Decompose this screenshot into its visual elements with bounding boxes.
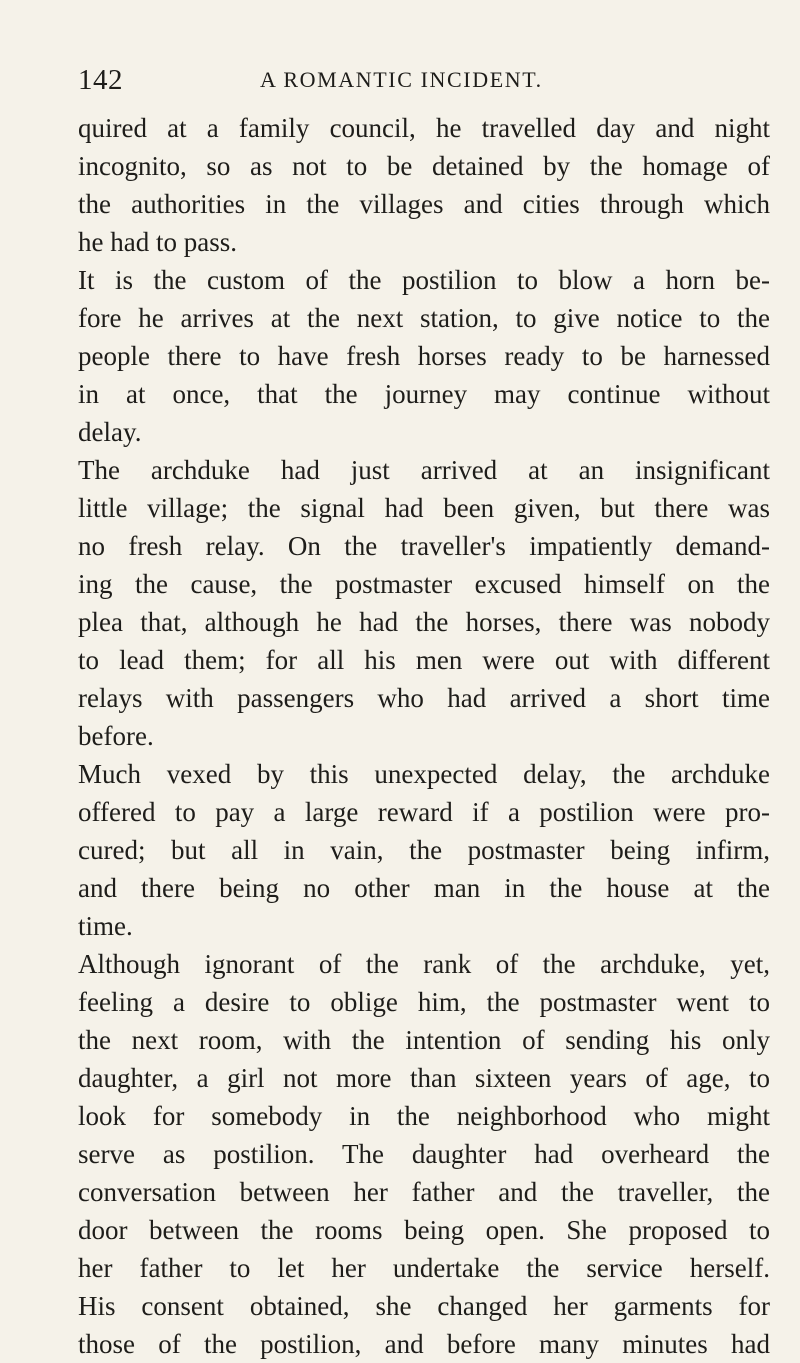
body-text	[78, 109, 770, 1363]
text-line: the authorities in the villages and cities through which	[78, 189, 770, 219]
text-line: door between the rooms being open. She proposed to	[78, 1215, 770, 1245]
text-line: those of the postilion, and before many minutes had	[78, 1329, 770, 1359]
text-line: little village; the signal had been given, but there was	[78, 493, 770, 523]
text-line: he had to pass.	[78, 227, 237, 257]
text-line: conversation between her father and the traveller, the	[78, 1177, 770, 1207]
text-line: her father to let her undertake the service herself.	[78, 1253, 770, 1283]
running-title: A ROMANTIC INCIDENT.	[260, 67, 543, 92]
text-line: Although ignorant of the rank of the archduke, yet,	[78, 949, 770, 979]
text-line: Much vexed by this unexpected delay, the archduke	[78, 759, 770, 789]
text-line: plea that, although he had the horses, there was nobody	[78, 607, 770, 637]
text-line: the next room, with the intention of sending his only	[78, 1025, 770, 1055]
text-line: look for somebody in the neighborhood who might	[78, 1101, 770, 1131]
text-line: no fresh relay. On the traveller's impatiently demand-	[78, 531, 770, 561]
text-line: cured; but all in vain, the postmaster being infirm,	[78, 835, 770, 865]
text-line: quired at a family council, he travelled day and night	[78, 113, 770, 143]
text-line: time.	[78, 911, 133, 941]
text-line: and there being no other man in the house at the	[78, 873, 770, 903]
text-line: feeling a desire to oblige him, the postmaster went to	[78, 987, 770, 1017]
text-line: fore he arrives at the next station, to give notice to the	[78, 303, 770, 333]
text-line: before.	[78, 721, 154, 751]
text-line: incognito, so as not to be detained by the homage of	[78, 151, 770, 181]
page-number: 142	[78, 64, 123, 96]
text-line: ing the cause, the postmaster excused himself on the	[78, 569, 770, 599]
text-line: The archduke had just arrived at an insignificant	[78, 455, 770, 485]
text-line: daughter, a girl not more than sixteen years of age, to	[78, 1063, 770, 1093]
text-line: offered to pay a large reward if a postilion were pro-	[78, 797, 770, 827]
text-line: serve as postilion. The daughter had overheard the	[78, 1139, 770, 1169]
text-line: in at once, that the journey may continue without	[78, 379, 770, 409]
text-line: It is the custom of the postilion to blow a horn be-	[78, 265, 770, 295]
text-line: people there to have fresh horses ready to be harnessed	[78, 341, 770, 371]
text-line: His consent obtained, she changed her garments for	[78, 1291, 770, 1321]
text-line: delay.	[78, 417, 142, 447]
text-line: to lead them; for all his men were out with different	[78, 645, 770, 675]
running-head	[78, 58, 770, 102]
text-line: relays with passengers who had arrived a short time	[78, 683, 770, 713]
